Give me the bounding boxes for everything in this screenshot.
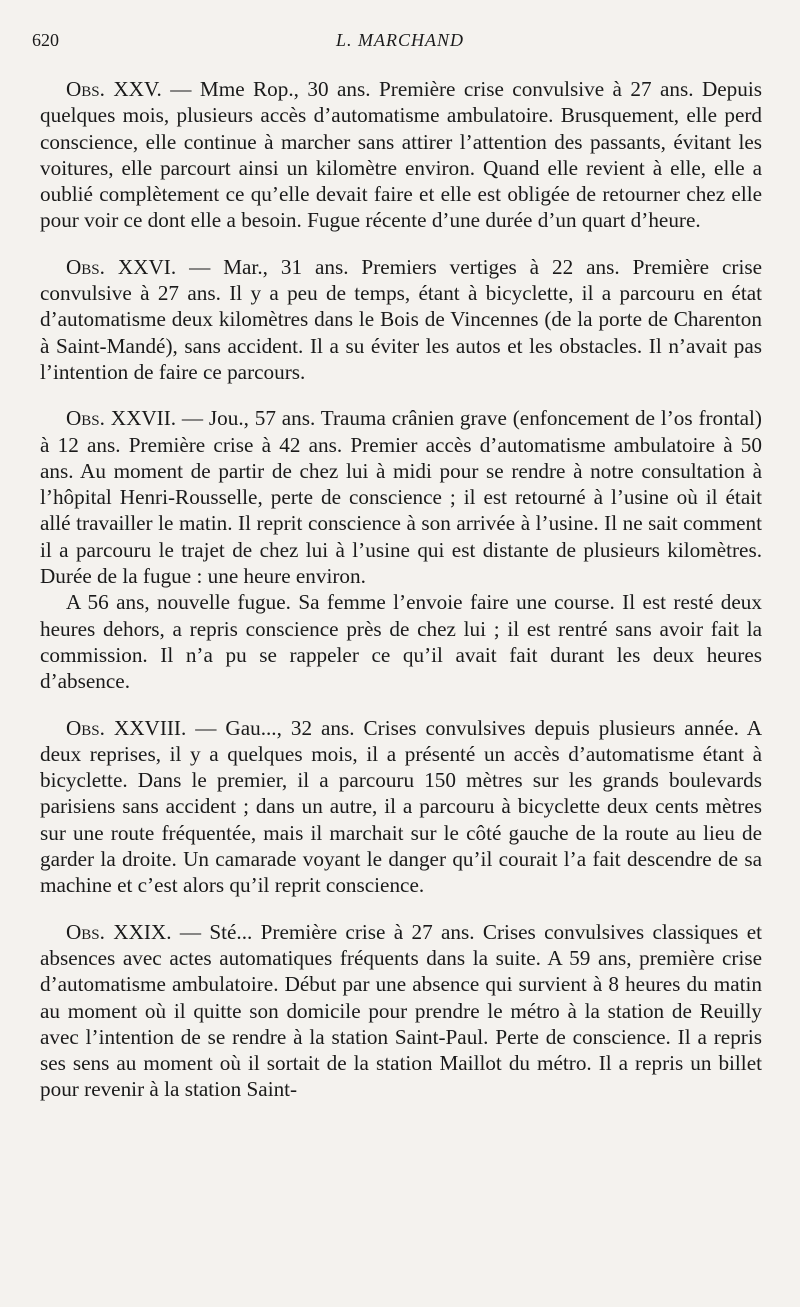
page-number: 620	[32, 30, 59, 50]
paragraph-text: — Mme Rop., 30 ans. Première crise convulsive à 27 ans. Depuis quelques mois, plusieurs accès d’automatisme ambulatoire. Brusquement, elle perd conscience, elle continue à marcher sans attirer l’attention des passants, évitant les voitures, elle parcourt ainsi un kilomètre environ. Quand elle revient à elle, elle a oublié complètement ce qu’elle devait faire et elle est obligée de retourner chez elle pour voir ce dont elle a besoin. Fugue récente d’une durée d’un quart d’heure.	[40, 77, 762, 233]
paragraph-obs-xxvii-continued	[40, 589, 762, 694]
paragraph-obs-xxvi	[40, 254, 762, 385]
paragraph-obs-xxviii	[40, 715, 762, 899]
observation-label: Obs. XXVII.	[66, 406, 177, 431]
running-title: L. MARCHAND	[336, 30, 464, 50]
body-text	[40, 76, 762, 1103]
observation-label: Obs. XXVIII.	[66, 715, 187, 740]
paragraph-obs-xxv	[40, 76, 762, 234]
paragraph-text: — Mar., 31 ans. Premiers vertiges à 22 ans. Première crise convulsive à 27 ans. Il y a peu de temps, étant à bicyclette, il a parcouru en état d’automatisme deux kilomètres dans le Bois de Vincennes (de la porte de Charenton à Saint-Mandé), sans accident. Il a su éviter les autos et les obstacles. Il n’avait pas l’intention de faire ce parcours.	[40, 254, 763, 384]
paragraph-obs-xxix	[40, 919, 762, 1103]
observation-label: Obs. XXVI.	[66, 254, 177, 279]
paragraph-text: A 56 ans, nouvelle fugue. Sa femme l’envoie faire une course. Il est resté deux heures dehors, a repris conscience près de chez lui ; il est rentré sans avoir fait la commission. Il n’a pu se rappeler ce qu’il avait fait durant les deux heures d’absence.	[40, 590, 762, 694]
observation-label: Obs. XXIX.	[66, 919, 172, 944]
paragraph-obs-xxvii	[40, 405, 762, 589]
page-header	[32, 30, 768, 56]
paragraph-text: — Sté... Première crise à 27 ans. Crises convulsives classiques et absences avec actes automatiques fréquents dans la suite. A 59 ans, première crise d’automatisme ambulatoire. Début par une absence qui survient à 8 heures du matin au moment où il quitte son domicile pour prendre le métro à la station de Reuilly avec l’intention de se rendre à la station Saint-Paul. Perte de conscience. Il a repris ses sens au moment où il sortait de la station Maillot du métro. Il a repris un billet pour revenir à la station Saint-	[40, 919, 763, 1102]
paragraph-text: — Jou., 57 ans. Trauma crânien grave (enfoncement de l’os frontal) à 12 ans. Première crise à 42 ans. Premier accès d’automatisme ambulatoire à 50 ans. Au moment de partir de chez lui à midi pour se rendre à notre consultation à l’hôpital Henri-Rousselle, perte de conscience ; il est retourné à l’usine où il était allé travailler le matin. Il reprit conscience à son arrivée à l’usine. Il ne sait comment il a parcouru le trajet de chez lui à l’usine qui est distante de plusieurs kilomètres. Durée de la fugue : une heure environ.	[40, 406, 762, 589]
paragraph-text: — Gau..., 32 ans. Crises convulsives depuis plusieurs année. A deux reprises, il y a quelques mois, il a présenté un accès d’automatisme étant à bicyclette. Dans le premier, il a parcouru 150 mètres sur les grands boulevards parisiens sans accident ; dans un autre, il a parcouru à bicyclette deux cents mètres sur une route fréquentée, mais il marchait sur le côté gauche de la route au lieu de garder la droite. Un camarade voyant le danger qu’il courait l’a fait descendre de sa machine et c’est alors qu’il reprit conscience.	[40, 715, 763, 898]
observation-label: Obs. XXV.	[66, 77, 162, 101]
